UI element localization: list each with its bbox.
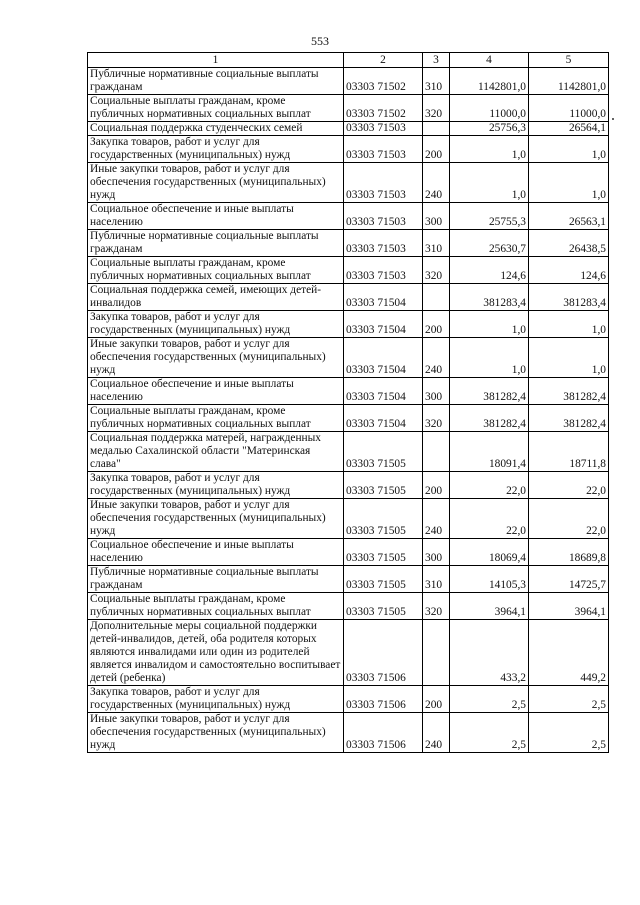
row-name-cell: Социальная поддержка студенческих семей — [88, 122, 344, 136]
row-code-cell: 03303 71505 — [344, 593, 423, 620]
table-row — [88, 713, 609, 753]
row-type-cell: 320 — [423, 257, 450, 284]
row-value-col4: 18091,4 — [450, 432, 529, 472]
row-value-col5: 449,2 — [529, 620, 609, 686]
table-body — [88, 68, 609, 753]
table-row — [88, 499, 609, 539]
row-name-cell: Социальное обеспечение и иные выплаты населению — [88, 378, 344, 405]
column-header-2: 2 — [344, 53, 423, 68]
row-value-col5: 1,0 — [529, 163, 609, 203]
row-type-cell: 240 — [423, 163, 450, 203]
row-type-cell: 320 — [423, 593, 450, 620]
row-name-cell: Закупка товаров, работ и услуг для государственных (муниципальных) нужд — [88, 136, 344, 163]
row-name-cell: Социальная поддержка семей, имеющих детей-инвалидов — [88, 284, 344, 311]
column-header-1: 1 — [88, 53, 344, 68]
row-name-cell: Иные закупки товаров, работ и услуг для обеспечения государственных (муниципальных) нужд — [88, 499, 344, 539]
row-name-cell: Социальная поддержка матерей, награжденных медалью Сахалинской области "Материнская слава" — [88, 432, 344, 472]
row-code-cell: 03303 71505 — [344, 499, 423, 539]
row-value-col5: 1,0 — [529, 338, 609, 378]
row-value-col4: 22,0 — [450, 472, 529, 499]
row-name-cell: Закупка товаров, работ и услуг для государственных (муниципальных) нужд — [88, 686, 344, 713]
row-value-col4: 2,5 — [450, 686, 529, 713]
row-value-col4: 3964,1 — [450, 593, 529, 620]
row-value-col4: 433,2 — [450, 620, 529, 686]
row-value-col5: 11000,0 — [529, 95, 609, 122]
row-name-cell: Социальные выплаты гражданам, кроме публичных нормативных социальных выплат — [88, 405, 344, 432]
row-name-cell: Социальное обеспечение и иные выплаты населению — [88, 203, 344, 230]
row-type-cell: 310 — [423, 566, 450, 593]
row-type-cell: 300 — [423, 539, 450, 566]
table-row — [88, 95, 609, 122]
table-row — [88, 230, 609, 257]
row-name-cell: Публичные нормативные социальные выплаты гражданам — [88, 566, 344, 593]
row-code-cell: 03303 71503 — [344, 163, 423, 203]
row-value-col5: 381282,4 — [529, 405, 609, 432]
row-name-cell: Иные закупки товаров, работ и услуг для обеспечения государственных (муниципальных) нужд — [88, 713, 344, 753]
column-header-5: 5 — [529, 53, 609, 68]
row-type-cell: 310 — [423, 230, 450, 257]
row-type-cell: 300 — [423, 378, 450, 405]
table-header — [88, 53, 609, 68]
table-row — [88, 257, 609, 284]
row-name-cell: Публичные нормативные социальные выплаты гражданам — [88, 230, 344, 257]
row-type-cell: 240 — [423, 499, 450, 539]
row-code-cell: 03303 71505 — [344, 539, 423, 566]
row-value-col4: 11000,0 — [450, 95, 529, 122]
row-code-cell: 03303 71505 — [344, 566, 423, 593]
row-value-col4: 124,6 — [450, 257, 529, 284]
row-value-col5: 381283,4 — [529, 284, 609, 311]
table-row — [88, 311, 609, 338]
row-type-cell: 200 — [423, 311, 450, 338]
row-value-col5: 22,0 — [529, 499, 609, 539]
table-row — [88, 432, 609, 472]
row-value-col4: 381283,4 — [450, 284, 529, 311]
row-value-col5: 18711,8 — [529, 432, 609, 472]
row-value-col4: 18069,4 — [450, 539, 529, 566]
row-type-cell — [423, 620, 450, 686]
table-row — [88, 203, 609, 230]
row-name-cell: Социальные выплаты гражданам, кроме публичных нормативных социальных выплат — [88, 95, 344, 122]
column-header-4: 4 — [450, 53, 529, 68]
row-value-col5: 26438,5 — [529, 230, 609, 257]
table-row — [88, 122, 609, 136]
table-row — [88, 163, 609, 203]
row-code-cell: 03303 71506 — [344, 686, 423, 713]
row-value-col4: 22,0 — [450, 499, 529, 539]
row-code-cell: 03303 71502 — [344, 95, 423, 122]
row-value-col5: 18689,8 — [529, 539, 609, 566]
row-code-cell: 03303 71503 — [344, 136, 423, 163]
row-type-cell: 200 — [423, 136, 450, 163]
row-value-col5: 26564,1 — [529, 122, 609, 136]
row-value-col5: 26563,1 — [529, 203, 609, 230]
row-value-col4: 1,0 — [450, 136, 529, 163]
row-code-cell: 03303 71504 — [344, 378, 423, 405]
row-code-cell: 03303 71505 — [344, 472, 423, 499]
row-type-cell: 240 — [423, 338, 450, 378]
row-code-cell: 03303 71505 — [344, 432, 423, 472]
page-number: 553 — [311, 34, 329, 48]
table-row — [88, 686, 609, 713]
row-code-cell: 03303 71503 — [344, 257, 423, 284]
row-name-cell: Закупка товаров, работ и услуг для государственных (муниципальных) нужд — [88, 472, 344, 499]
row-value-col4: 1,0 — [450, 311, 529, 338]
row-value-col5: 2,5 — [529, 686, 609, 713]
row-code-cell: 03303 71504 — [344, 284, 423, 311]
row-value-col5: 3964,1 — [529, 593, 609, 620]
table-row — [88, 68, 609, 95]
row-value-col4: 14105,3 — [450, 566, 529, 593]
row-value-col4: 1,0 — [450, 163, 529, 203]
row-value-col5: 2,5 — [529, 713, 609, 753]
row-value-col4: 381282,4 — [450, 378, 529, 405]
table-row — [88, 338, 609, 378]
row-name-cell: Иные закупки товаров, работ и услуг для обеспечения государственных (муниципальных) нужд — [88, 338, 344, 378]
row-type-cell: 200 — [423, 686, 450, 713]
row-value-col5: 14725,7 — [529, 566, 609, 593]
row-type-cell: 300 — [423, 203, 450, 230]
row-code-cell: 03303 71506 — [344, 620, 423, 686]
row-type-cell — [423, 122, 450, 136]
column-header-3: 3 — [423, 53, 450, 68]
row-name-cell: Закупка товаров, работ и услуг для государственных (муниципальных) нужд — [88, 311, 344, 338]
table-row — [88, 593, 609, 620]
table-row — [88, 284, 609, 311]
row-value-col5: 1,0 — [529, 311, 609, 338]
row-name-cell: Иные закупки товаров, работ и услуг для обеспечения государственных (муниципальных) нужд — [88, 163, 344, 203]
row-type-cell — [423, 284, 450, 311]
row-value-col4: 25630,7 — [450, 230, 529, 257]
scan-speck — [612, 118, 614, 120]
row-code-cell: 03303 71503 — [344, 203, 423, 230]
row-type-cell: 240 — [423, 713, 450, 753]
row-name-cell: Социальные выплаты гражданам, кроме публичных нормативных социальных выплат — [88, 257, 344, 284]
row-name-cell: Социальное обеспечение и иные выплаты населению — [88, 539, 344, 566]
row-type-cell: 320 — [423, 405, 450, 432]
row-value-col4: 25756,3 — [450, 122, 529, 136]
row-code-cell: 03303 71502 — [344, 68, 423, 95]
row-code-cell: 03303 71503 — [344, 230, 423, 257]
row-type-cell: 310 — [423, 68, 450, 95]
row-type-cell — [423, 432, 450, 472]
row-code-cell: 03303 71503 — [344, 122, 423, 136]
row-type-cell: 200 — [423, 472, 450, 499]
row-code-cell: 03303 71506 — [344, 713, 423, 753]
row-value-col4: 381282,4 — [450, 405, 529, 432]
row-value-col5: 22,0 — [529, 472, 609, 499]
row-value-col4: 2,5 — [450, 713, 529, 753]
row-value-col5: 1142801,0 — [529, 68, 609, 95]
row-name-cell: Дополнительные меры социальной поддержки детей-инвалидов, детей, оба родителя которых являются инвалидами или один из родителей является инвалидом и самостоятельно воспитывает детей (ребенка) — [88, 620, 344, 686]
row-value-col4: 1,0 — [450, 338, 529, 378]
table-row — [88, 136, 609, 163]
row-value-col5: 381282,4 — [529, 378, 609, 405]
row-value-col5: 124,6 — [529, 257, 609, 284]
table-row — [88, 620, 609, 686]
table-row — [88, 405, 609, 432]
row-name-cell: Социальные выплаты гражданам, кроме публичных нормативных социальных выплат — [88, 593, 344, 620]
row-value-col5: 1,0 — [529, 136, 609, 163]
row-type-cell: 320 — [423, 95, 450, 122]
row-name-cell: Публичные нормативные социальные выплаты гражданам — [88, 68, 344, 95]
table-row — [88, 378, 609, 405]
row-code-cell: 03303 71504 — [344, 311, 423, 338]
table-row — [88, 472, 609, 499]
row-code-cell: 03303 71504 — [344, 338, 423, 378]
table-row — [88, 539, 609, 566]
row-value-col4: 1142801,0 — [450, 68, 529, 95]
row-code-cell: 03303 71504 — [344, 405, 423, 432]
budget-table — [87, 52, 609, 753]
row-value-col4: 25755,3 — [450, 203, 529, 230]
table-row — [88, 566, 609, 593]
